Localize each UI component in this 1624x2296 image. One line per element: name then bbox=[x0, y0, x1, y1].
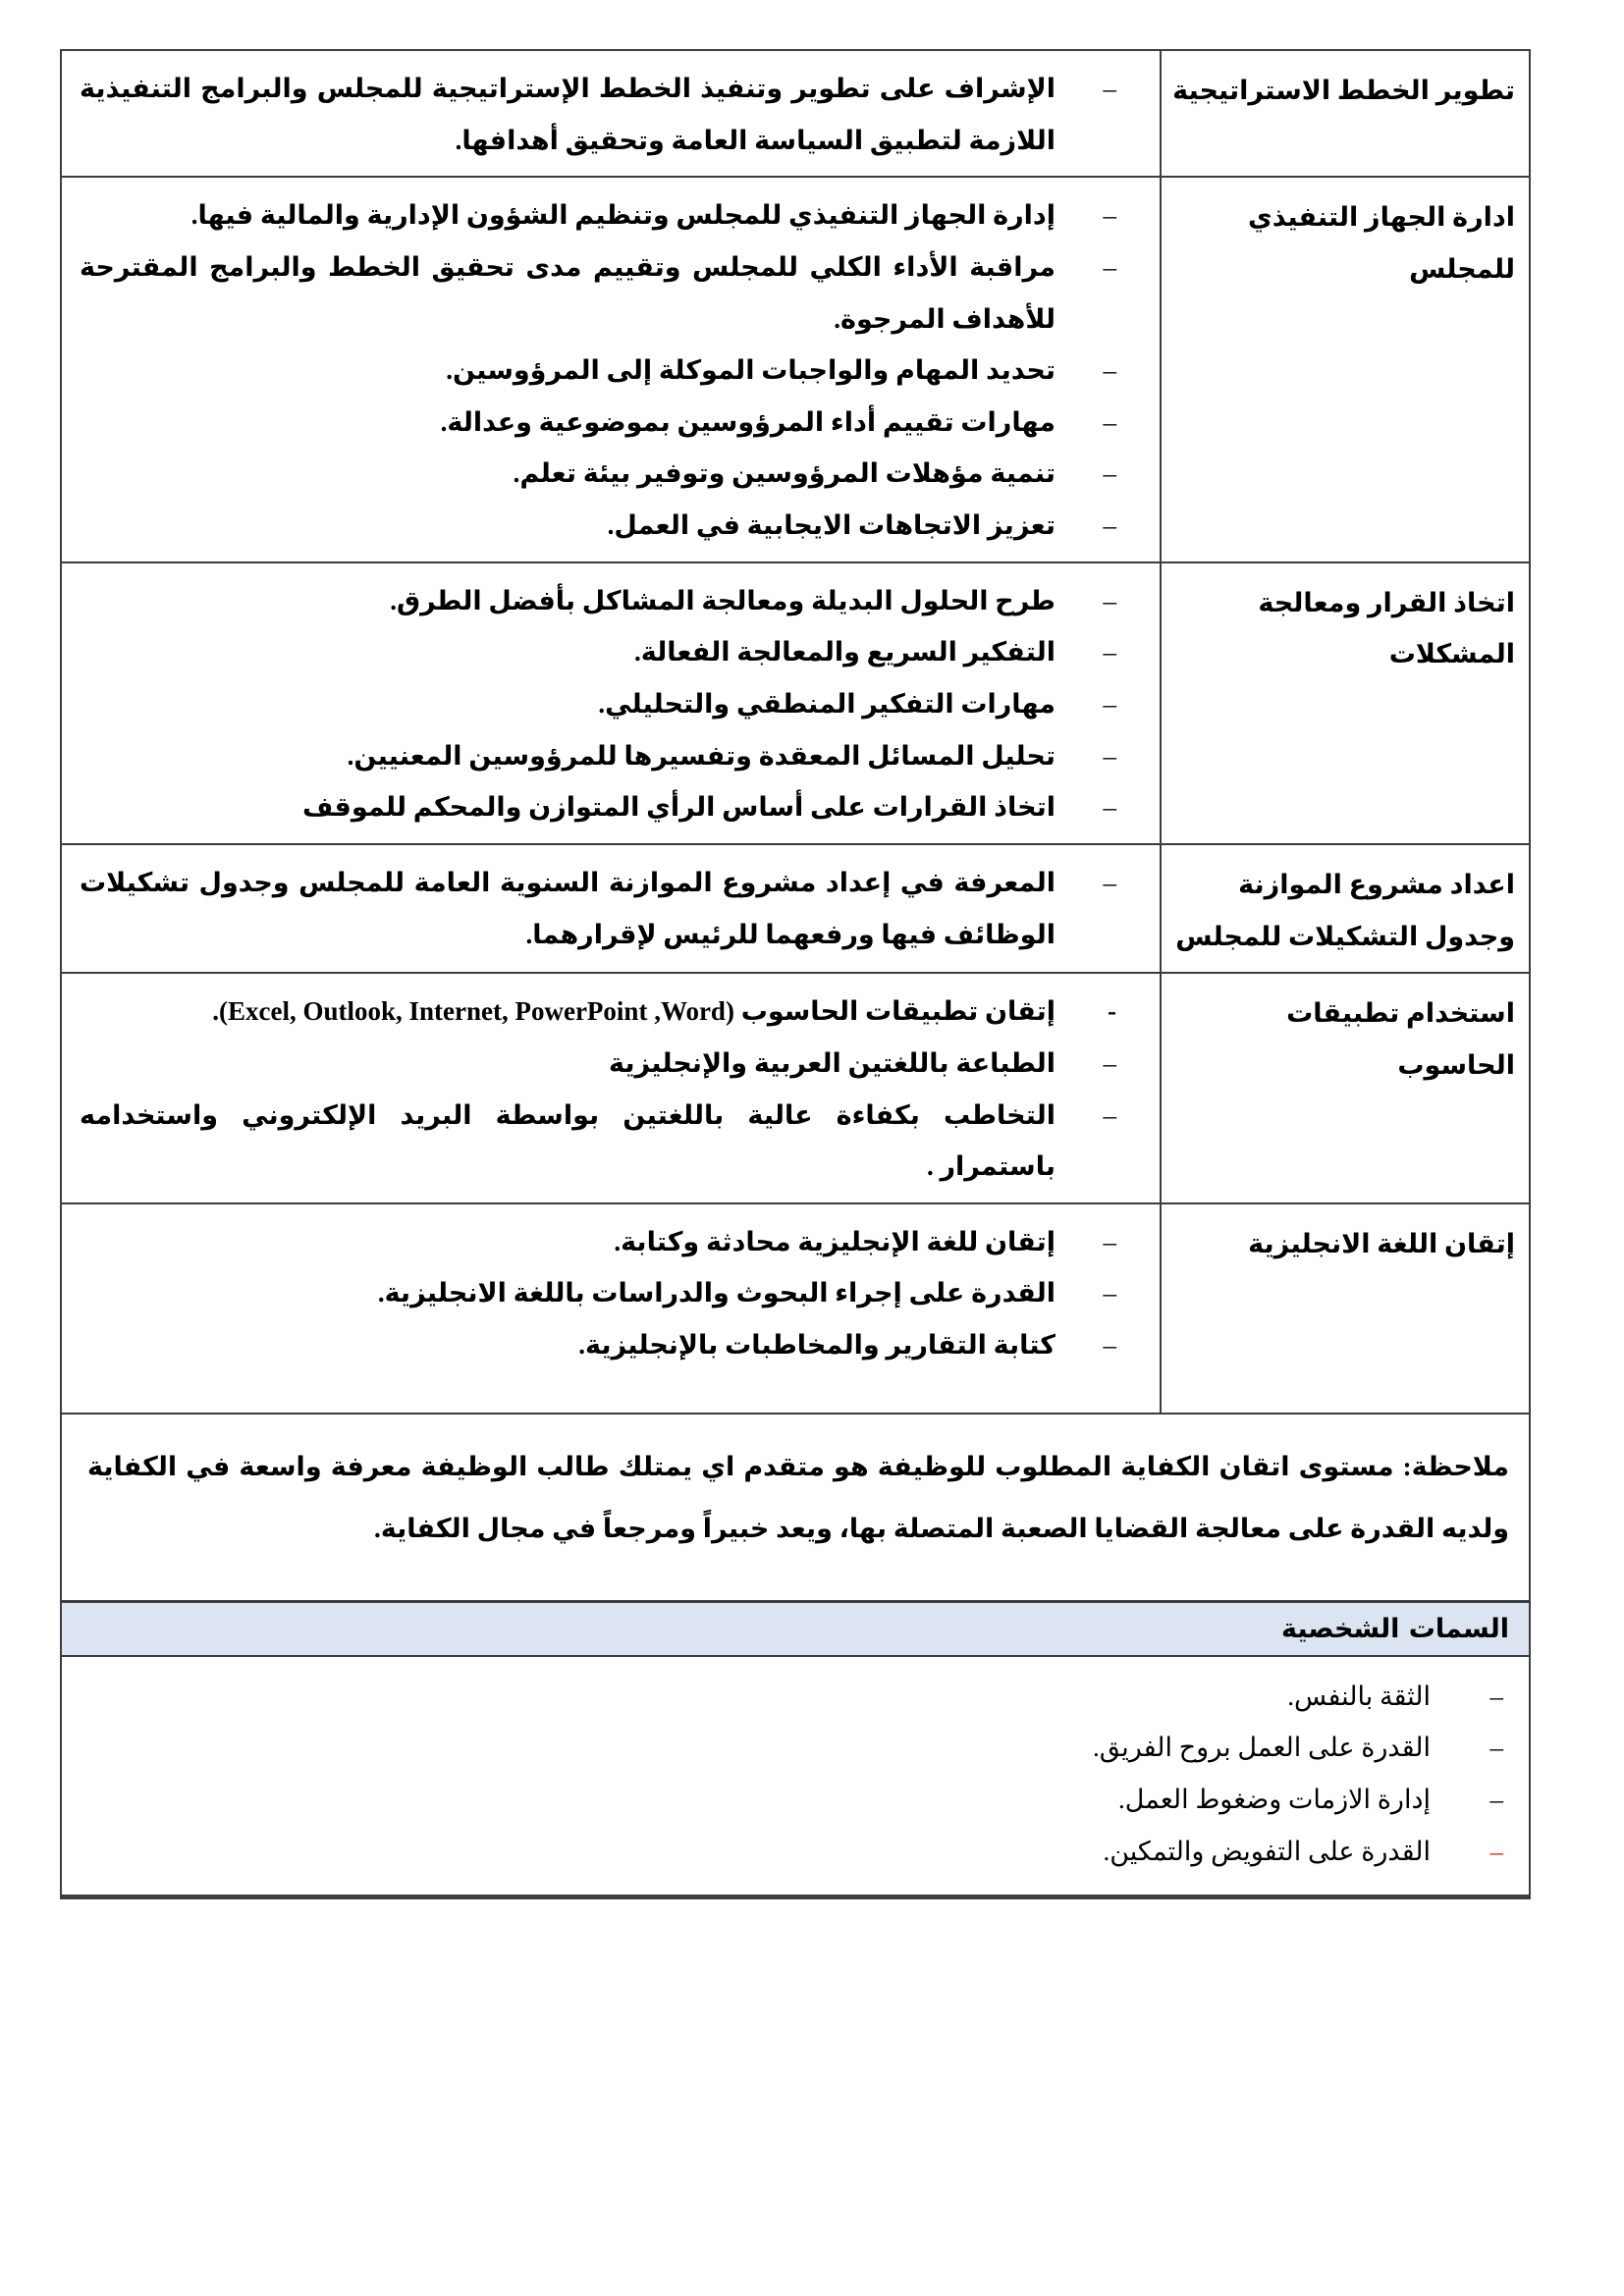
list-item-text: القدرة على التفويض والتمكين. bbox=[1103, 1836, 1431, 1866]
note-row bbox=[62, 1413, 1529, 1600]
dash-bullet: – bbox=[1103, 867, 1116, 897]
list-item bbox=[80, 397, 1116, 449]
list-item bbox=[80, 1319, 1116, 1371]
competency-row bbox=[62, 51, 1529, 176]
list-item bbox=[80, 63, 1116, 166]
dash-bullet: – bbox=[1103, 1047, 1116, 1078]
competency-row bbox=[62, 843, 1529, 972]
competency-title: استخدام تطبيقات الحاسوب bbox=[1286, 998, 1515, 1080]
competency-title: اعداد مشروع الموازنة وجدول التشكيلات للمجلس bbox=[1175, 869, 1515, 951]
list-item-text: إتقان للغة الإنجليزية محادثة وكتابة. bbox=[614, 1226, 1056, 1256]
list-item bbox=[80, 241, 1116, 345]
competency-title: تطوير الخطط الاستراتيجية bbox=[1172, 76, 1515, 105]
dash-bullet: – bbox=[1103, 406, 1116, 437]
list-item bbox=[80, 781, 1116, 833]
list-item bbox=[80, 626, 1116, 678]
list-item-text: تنمية مؤهلات المرؤوسين وتوفير بيئة تعلم. bbox=[513, 458, 1056, 489]
competency-items-cell bbox=[62, 1204, 1160, 1413]
dash-bullet: – bbox=[1103, 355, 1116, 386]
dash-bullet: – bbox=[1103, 74, 1116, 103]
competency-title: إتقان اللغة الانجليزية bbox=[1248, 1228, 1515, 1258]
competency-title-cell bbox=[1160, 845, 1529, 972]
list-item-text: طرح الحلول البديلة ومعالجة المشاكل بأفضل الطرق. bbox=[390, 585, 1056, 615]
dash-bullet: – bbox=[1489, 1681, 1503, 1711]
list-item-text: القدرة على إجراء البحوث والدراسات باللغة الانجليزية. bbox=[377, 1278, 1056, 1308]
list-item bbox=[80, 1038, 1116, 1090]
list-item-text: التخاطب بكفاءة عالية باللغتين بواسطة البريد الإلكتروني واستخدامه باستمرار . bbox=[80, 1099, 1056, 1182]
competency-items-cell bbox=[62, 178, 1160, 561]
list-item-text: تحديد المهام والواجبات الموكلة إلى المرؤوسين. bbox=[446, 355, 1056, 386]
dash-bullet: – bbox=[1103, 1226, 1116, 1256]
personal-traits-list bbox=[62, 1657, 1529, 1896]
list-item bbox=[80, 1216, 1116, 1268]
list-item bbox=[80, 189, 1116, 241]
personal-traits-title: السمات الشخصية bbox=[1281, 1613, 1509, 1644]
dash-bullet: – bbox=[1103, 792, 1116, 823]
dash-bullet: – bbox=[1103, 1099, 1116, 1130]
list-item bbox=[87, 1774, 1503, 1826]
note-text: ملاحظة: مستوى اتقان الكفاية المطلوب للوظيفة هو متقدم اي يمتلك طالب الوظيفة معرفة واسعة في الكفاية ولديه القدرة على معالجة القضايا الصعبة المتصلة بها، ويعد خبيراً ومرجعاً في مجال الكفاية. bbox=[87, 1451, 1509, 1544]
dash-bullet: – bbox=[1103, 1330, 1116, 1361]
list-item-text: القدرة على العمل بروح الفريق. bbox=[1092, 1733, 1431, 1763]
competency-items-cell bbox=[62, 563, 1160, 843]
competency-row bbox=[62, 972, 1529, 1202]
list-item-text: كتابة التقارير والمخاطبات بالإنجليزية. bbox=[578, 1330, 1056, 1361]
list-item bbox=[80, 500, 1116, 552]
list-item bbox=[87, 1671, 1503, 1723]
list-item-text: مهارات التفكير المنطقي والتحليلي. bbox=[598, 689, 1056, 720]
personal-traits-header bbox=[62, 1600, 1529, 1657]
list-item bbox=[80, 857, 1116, 960]
list-item bbox=[80, 1267, 1116, 1319]
dash-bullet: – bbox=[1103, 1278, 1116, 1308]
competency-table bbox=[60, 49, 1531, 1899]
competency-items-cell bbox=[62, 51, 1160, 176]
list-item-text: الثقة بالنفس. bbox=[1287, 1681, 1431, 1711]
competency-items-cell bbox=[62, 845, 1160, 972]
dash-bullet: – bbox=[1489, 1784, 1503, 1814]
competency-title-cell bbox=[1160, 1204, 1529, 1413]
list-item bbox=[80, 678, 1116, 730]
list-item bbox=[87, 1722, 1503, 1774]
competency-items-cell bbox=[62, 974, 1160, 1202]
list-item-text: اتخاذ القرارات على أساس الرأي المتوازن والمحكم للموقف bbox=[302, 792, 1056, 823]
list-item bbox=[80, 448, 1116, 500]
list-item bbox=[80, 575, 1116, 627]
dash-bullet: - bbox=[1108, 996, 1116, 1027]
list-item bbox=[80, 1090, 1116, 1193]
list-item-text: إدارة الازمات وضغوط العمل. bbox=[1118, 1784, 1431, 1814]
list-item-text: إتقان تطبيقات الحاسوب (Excel, Outlook, Internet, PowerPoint ,Word). bbox=[212, 996, 1056, 1027]
dash-bullet: – bbox=[1489, 1836, 1503, 1866]
competency-title-cell bbox=[1160, 974, 1529, 1202]
dash-bullet: – bbox=[1489, 1733, 1503, 1763]
dash-bullet: – bbox=[1103, 200, 1116, 231]
competency-rows bbox=[62, 51, 1529, 1413]
list-item bbox=[87, 1826, 1503, 1878]
list-item-text: تعزيز الاتجاهات الايجابية في العمل. bbox=[607, 510, 1056, 541]
list-item-text: إدارة الجهاز التنفيذي للمجلس وتنظيم الشؤون الإدارية والمالية فيها. bbox=[190, 200, 1056, 231]
competency-title-cell bbox=[1160, 178, 1529, 561]
dash-bullet: – bbox=[1103, 458, 1116, 489]
list-item bbox=[80, 730, 1116, 782]
list-item-text: المعرفة في إعداد مشروع الموازنة السنوية العامة للمجلس وجدول تشكيلات الوظائف فيها ورفعهما للرئيس لإقرارهما. bbox=[80, 867, 1056, 949]
competency-row bbox=[62, 1202, 1529, 1413]
dash-bullet: – bbox=[1103, 510, 1116, 541]
list-item bbox=[80, 345, 1116, 397]
competency-title-cell bbox=[1160, 51, 1529, 176]
competency-title: اتخاذ القرار ومعالجة المشكلات bbox=[1258, 587, 1515, 669]
list-item-text: تحليل المسائل المعقدة وتفسيرها للمرؤوسين المعنيين. bbox=[347, 740, 1056, 771]
list-item-text: الإشراف على تطوير وتنفيذ الخطط الإستراتيجية للمجلس والبرامج التنفيذية اللازمة لتطبيق السياسة العامة وتحقيق أهدافها. bbox=[80, 74, 1056, 155]
competency-row bbox=[62, 176, 1529, 561]
list-item bbox=[80, 986, 1116, 1038]
list-item-text: مراقبة الأداء الكلي للمجلس وتقييم مدى تحقيق الخطط والبرامج المقترحة للأهداف المرجوة. bbox=[80, 251, 1056, 334]
list-item-text: الطباعة باللغتين العربية والإنجليزية bbox=[609, 1047, 1056, 1078]
list-item-text: مهارات تقييم أداء المرؤوسين بموضوعية وعدالة. bbox=[440, 406, 1056, 437]
competency-title-cell bbox=[1160, 563, 1529, 843]
dash-bullet: – bbox=[1103, 689, 1116, 720]
dash-bullet: – bbox=[1103, 585, 1116, 615]
dash-bullet: – bbox=[1103, 637, 1116, 667]
list-item-text: التفكير السريع والمعالجة الفعالة. bbox=[634, 637, 1056, 667]
dash-bullet: – bbox=[1103, 251, 1116, 282]
competency-title: ادارة الجهاز التنفيذي للمجلس bbox=[1248, 202, 1515, 284]
dash-bullet: – bbox=[1103, 740, 1116, 771]
competency-row bbox=[62, 561, 1529, 843]
